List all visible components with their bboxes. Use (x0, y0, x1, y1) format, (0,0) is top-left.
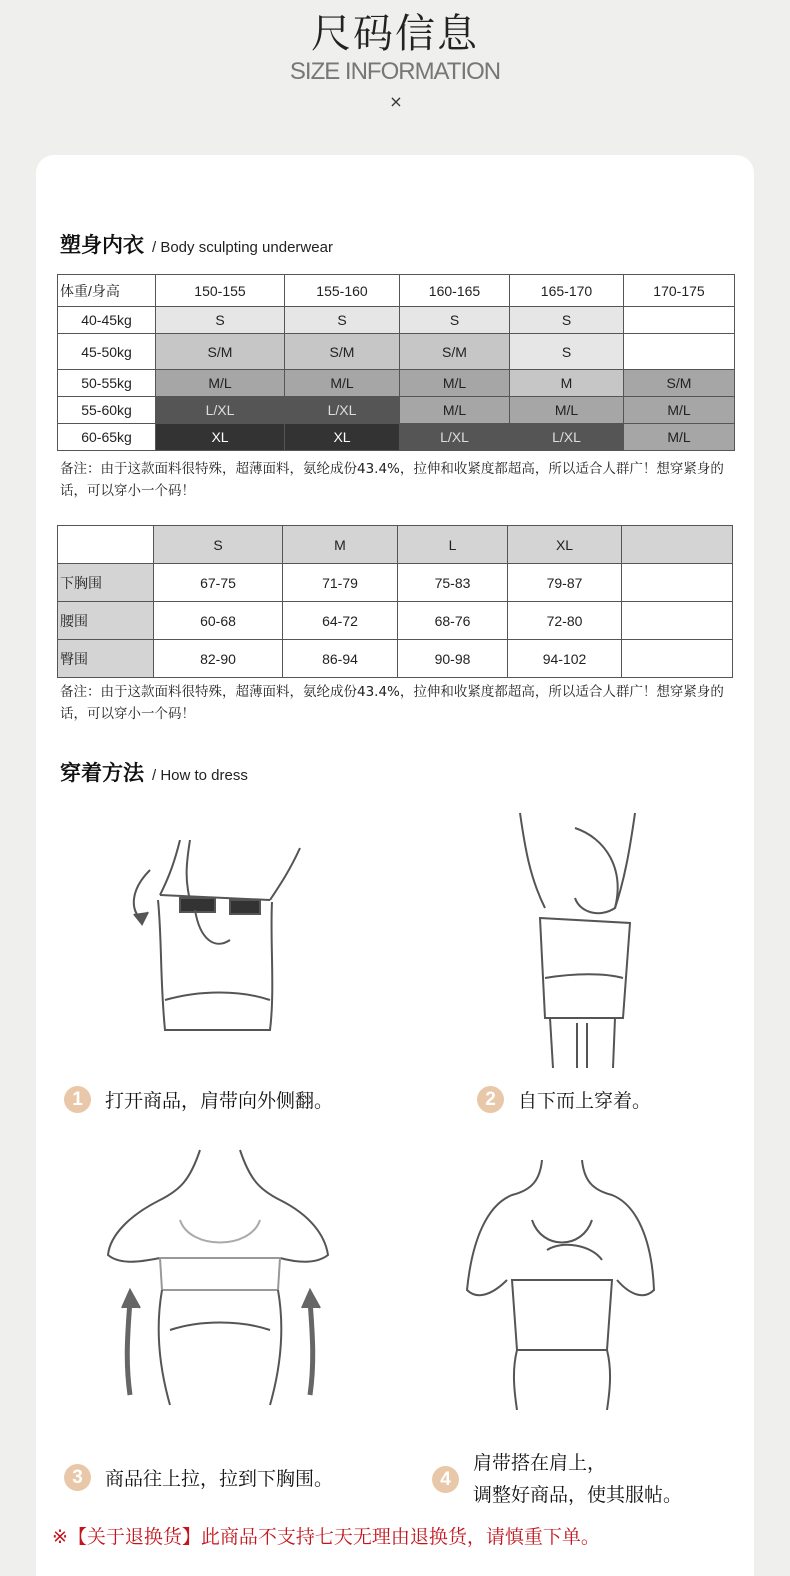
measure-cell: 67-75 (154, 564, 283, 602)
measure-label: 下胸围 (58, 564, 154, 602)
size-cell: XL (285, 424, 400, 451)
size-header: S (154, 526, 283, 564)
page-subtitle: SIZE INFORMATION (289, 58, 501, 85)
size-cell: L/XL (156, 397, 285, 424)
measure-cell: 72-80 (508, 602, 622, 640)
step-3 (64, 1464, 333, 1491)
measure-cell: 60-68 (154, 602, 283, 640)
return-policy-warning: ※【关于退换货】此商品不支持七天无理由退换货，请慎重下单。 (52, 1526, 600, 1548)
height-header: 170-175 (624, 275, 735, 307)
measure-cell: 90-98 (398, 640, 508, 678)
weight-cell: 45-50kg (58, 334, 156, 370)
size-cell: S/M (624, 370, 735, 397)
section-title-en: / Body sculpting underwear (152, 239, 333, 256)
step-text-line1: 肩带搭在肩上， (473, 1452, 607, 1474)
step2-illustration (505, 808, 655, 1068)
weight-cell: 55-60kg (58, 397, 156, 424)
measure-cell: 79-87 (508, 564, 622, 602)
size-header: M (283, 526, 398, 564)
table-row (58, 602, 733, 640)
step4-illustration (462, 1160, 662, 1410)
size-cell (624, 307, 735, 334)
size-by-weight-table (57, 274, 735, 451)
measure-cell: 71-79 (283, 564, 398, 602)
size-cell: S (510, 334, 624, 370)
step-number: 2 (477, 1086, 504, 1113)
height-header: 150-155 (156, 275, 285, 307)
size-cell: S/M (156, 334, 285, 370)
size-cell: S/M (400, 334, 510, 370)
table-row (58, 564, 733, 602)
size-cell: S (510, 307, 624, 334)
table-row (58, 397, 735, 424)
size-cell: XL (156, 424, 285, 451)
size-cell: M/L (510, 397, 624, 424)
size-cell: M/L (400, 370, 510, 397)
measure-label: 臀围 (58, 640, 154, 678)
measure-cell (622, 602, 733, 640)
size-header (622, 526, 733, 564)
measure-label: 腰围 (58, 602, 154, 640)
size-cell: M/L (400, 397, 510, 424)
size-header: XL (508, 526, 622, 564)
weight-cell: 40-45kg (58, 307, 156, 334)
step-text: 自下而上穿着。 (518, 1090, 652, 1112)
size-cell: L/XL (400, 424, 510, 451)
size-cell: S (285, 307, 400, 334)
corner-cell: 体重/身高 (58, 275, 156, 307)
measure-cell: 68-76 (398, 602, 508, 640)
close-icon[interactable]: × (389, 92, 403, 111)
section-title-how-to-dress (60, 757, 248, 787)
table-row (58, 370, 735, 397)
size-cell: M/L (624, 424, 735, 451)
section-title-en: / How to dress (152, 767, 248, 784)
step-number: 1 (64, 1086, 91, 1113)
section-title-underwear (60, 229, 333, 259)
height-header: 165-170 (510, 275, 624, 307)
size-cell: M (510, 370, 624, 397)
step-text: 商品往上拉，拉到下胸围。 (105, 1468, 334, 1490)
size-cell: M/L (624, 397, 735, 424)
size-cell: S (156, 307, 285, 334)
measure-cell (622, 564, 733, 602)
step3-illustration (100, 1140, 340, 1410)
table-row (58, 334, 735, 370)
fabric-note: 备注：由于这款面料很特殊，超薄面料，氨纶成份43.4%，拉伸和收紧度都超高，所以适合人群广！想穿紧身的话，可以穿小一个码！ (60, 461, 724, 499)
measure-cell: 82-90 (154, 640, 283, 678)
size-cell: S (400, 307, 510, 334)
body-measurement-table (57, 525, 733, 678)
table-row (58, 640, 733, 678)
measure-cell: 94-102 (508, 640, 622, 678)
table-header-row (58, 275, 735, 307)
measure-cell (622, 640, 733, 678)
size-header: L (398, 526, 508, 564)
section-title-cn: 塑身内衣 (60, 233, 144, 257)
step-number: 4 (432, 1466, 459, 1493)
page-title: 尺码信息 (311, 11, 479, 57)
height-header: 160-165 (400, 275, 510, 307)
step-text-line2: 调整好商品，使其服帖。 (473, 1484, 683, 1506)
corner-cell (58, 526, 154, 564)
size-cell: L/XL (285, 397, 400, 424)
measure-cell: 75-83 (398, 564, 508, 602)
size-cell (624, 334, 735, 370)
size-cell: M/L (285, 370, 400, 397)
fabric-note-2: 备注：由于这款面料很特殊，超薄面料，氨纶成份43.4%，拉伸和收紧度都超高，所以适合人群广！想穿紧身的话，可以穿小一个码！ (60, 684, 724, 722)
step-4 (432, 1447, 682, 1511)
step-number: 3 (64, 1464, 91, 1491)
weight-cell: 60-65kg (58, 424, 156, 451)
step-2 (477, 1086, 651, 1113)
table-header-row (58, 526, 733, 564)
weight-cell: 50-55kg (58, 370, 156, 397)
measure-cell: 86-94 (283, 640, 398, 678)
size-cell: M/L (156, 370, 285, 397)
size-cell: L/XL (510, 424, 624, 451)
section-title-cn: 穿着方法 (60, 761, 144, 785)
step-1 (64, 1086, 333, 1113)
measure-cell: 64-72 (283, 602, 398, 640)
step1-illustration (120, 840, 320, 1040)
step-text: 打开商品，肩带向外侧翻。 (105, 1090, 334, 1112)
size-cell: S/M (285, 334, 400, 370)
table-row (58, 307, 735, 334)
table-row (58, 424, 735, 451)
height-header: 155-160 (285, 275, 400, 307)
